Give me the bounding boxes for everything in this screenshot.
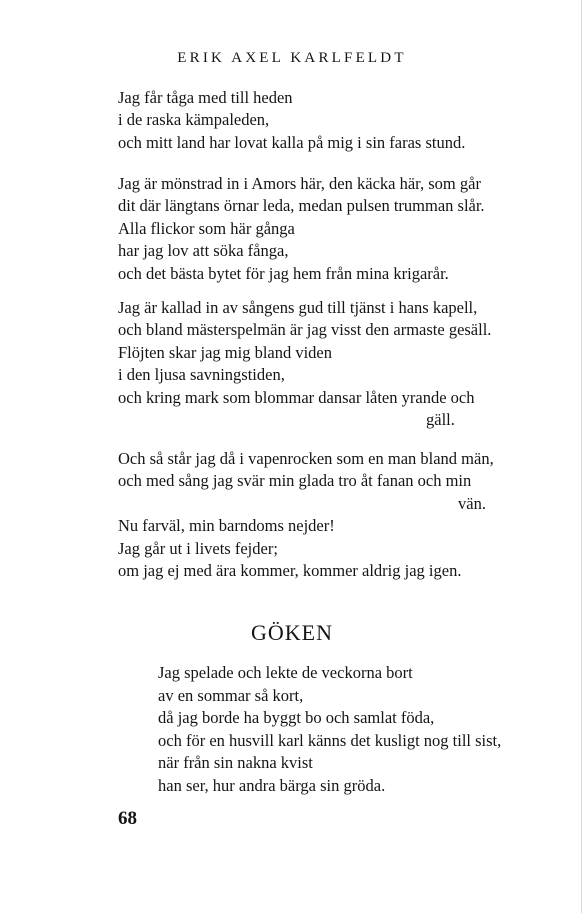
stanza-4: [118, 448, 494, 582]
poem-line: Jag är mönstrad in i Amors här, den käcka här, som går: [118, 174, 481, 193]
poem-line: Jag får tåga med till heden: [118, 88, 293, 107]
poem-line: och med sång jag svär min glada tro åt fanan och min: [118, 471, 472, 491]
poem-line-runover: vän.: [458, 493, 486, 513]
running-head: ERIK AXEL KARLFELDT: [177, 50, 407, 66]
poem-line: Alla flickor som här gånga: [118, 218, 295, 238]
poem-line: Och så står jag då i vapenrocken som en man bland män,: [118, 449, 494, 468]
stanza-2: [118, 173, 485, 285]
poem-line: Jag spelade och lekte de veckorna bort: [158, 663, 413, 682]
poem-line: och mitt land har lovat kalla på mig i sin faras stund.: [118, 132, 466, 152]
poem-line: när från sin nakna kvist: [158, 753, 313, 773]
poem-goken: [158, 662, 501, 798]
poem-line-runover: gäll.: [426, 410, 455, 430]
page-edge: [581, 0, 582, 913]
poem-line: då jag borde ha byggt bo och samlat föda,: [158, 708, 435, 728]
page-number: 68: [118, 808, 137, 829]
poem-line: Jag är kallad in av sångens gud till tjänst i hans kapell,: [118, 298, 478, 317]
poem-line: i de raska kämpaleden,: [118, 110, 270, 130]
poem-line: Jag går ut i livets fejder;: [118, 538, 278, 558]
stanza-1: [118, 87, 465, 154]
poem-line: och bland mästerspelmän är jag visst den armaste gesäll.: [118, 320, 492, 340]
poem-line: av en sommar så kort,: [158, 685, 304, 705]
poem-line: i den ljusa savningstiden,: [118, 365, 285, 385]
poem-line: han ser, hur andra bärga sin gröda.: [158, 775, 386, 795]
stanza-3: [118, 297, 491, 431]
poem-line: dit där längtans örnar leda, medan pulsen trumman slår.: [118, 196, 485, 216]
poem-line: Flöjten skar jag mig bland viden: [118, 342, 333, 362]
poem-line: och kring mark som blommar dansar låten yrande och: [118, 387, 475, 407]
poem-line: Nu farväl, min barndoms nejder!: [118, 516, 335, 536]
poem-line: har jag lov att söka fånga,: [118, 241, 289, 261]
poem-line: och det bästa bytet för jag hem från mina krigarår.: [118, 263, 449, 283]
poem-line: och för en husvill karl känns det kusligt nog till sist,: [158, 730, 502, 750]
poem-title: GÖKEN: [251, 620, 333, 645]
poem-line: om jag ej med ära kommer, kommer aldrig jag igen.: [118, 561, 462, 581]
